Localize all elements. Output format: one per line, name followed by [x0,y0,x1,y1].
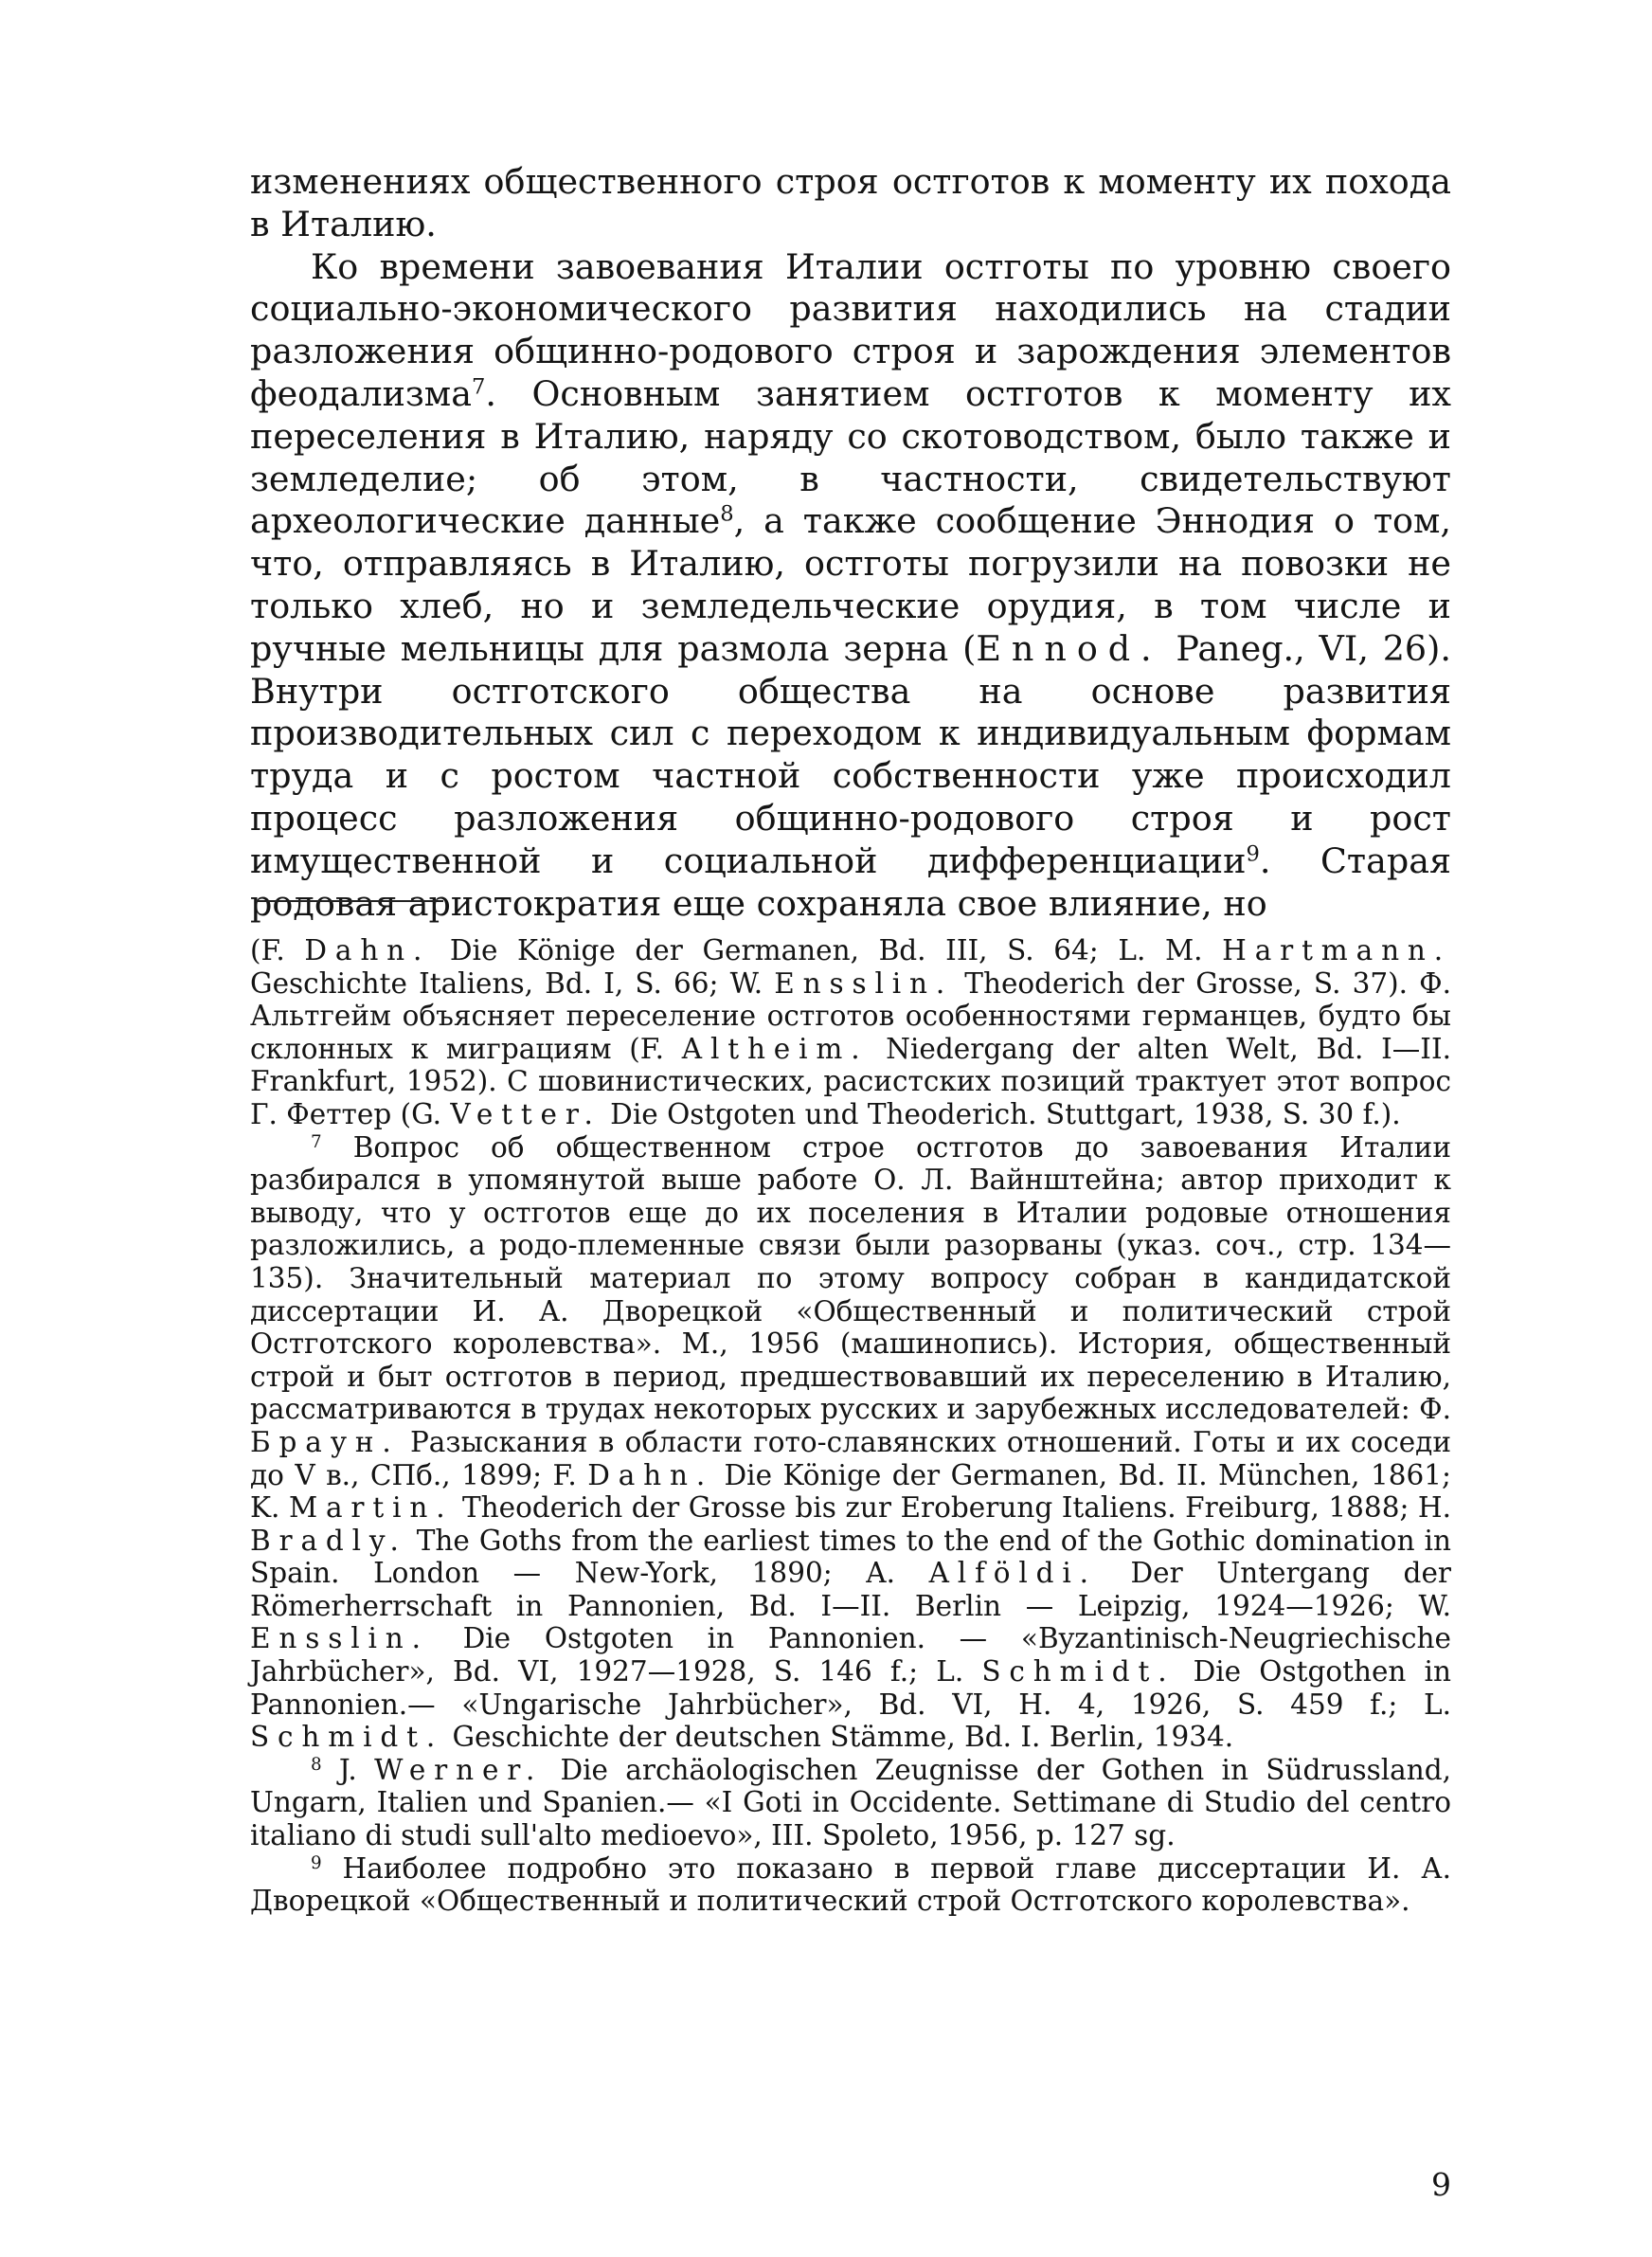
author-name: Alföldi. [928,1557,1097,1590]
text-run: Theoderich der Grosse bis zur Eroberung Italiens. Freiburg, 1888; H. [453,1491,1452,1525]
author-name: Werner. [374,1753,544,1786]
text-run: , а также сообщение Эннодия о том, что, отправляясь в Италию, остготы погрузили на повозки не только хлеб, но и земледельческие орудия, в том числе и ручные мельницы для размола зерна ( [250,500,1451,669]
footnote-continued [250,934,1451,1131]
author-name: Ensslin. [250,1622,429,1655]
author-name: Martin. [288,1491,454,1525]
footnote-number: 9 [311,1852,322,1873]
author-name: Schmidt. [250,1721,444,1754]
text-run: Der Untergang der Römerherrschaft in Pannonien, Bd. I—II. Berlin — Leipzig, 1924—1926; W. [250,1557,1452,1622]
footnote-number: 7 [311,1131,322,1152]
text-run: Die Ostgothen in Pannonien.— «Ungarische Jahrbücher», Bd. VI, H. 4, 1926, S. 459 f.; L. [250,1655,1451,1721]
author-name: Ennod. [976,627,1162,669]
text-run: . Основным занятием остготов к моменту их переселения в Италию, наряду со скотоводством, было также и земледелие; об этом, в частности, свидетельствуют археологические данные [250,372,1451,542]
text-run: Наиболее подробно это показано в первой главе диссертации И. А. Дворецкой «Общественный и политический строй Остготского королевства». [250,1851,1451,1918]
footnote-8 [250,1754,1451,1852]
author-name: Vetter. [450,1097,602,1130]
footnote-ref[interactable]: 8 [720,501,734,527]
text-run: Paneg., VI, 26). Внутри остготского общества на основе развития производительных сил с переходом к индивидуальным формам труда и с ростом частной собственности уже происходил процесс разложения общинно-родового строя и рост имущественной и социальной дифференциации [250,627,1451,881]
text-run: Die Könige der Germanen, Bd. II. München, 1861; K. [250,1458,1451,1525]
author-name: Dahn. [587,1458,714,1491]
author-name: Hartmann. [1222,934,1451,966]
text-run: Geschichte der deutschen Stämme, Bd. I. Berlin, 1934. [443,1721,1234,1754]
footnote-ref[interactable]: 7 [471,374,486,400]
footnote-7 [250,1131,1451,1754]
text-run: Theoderich der Grosse, S. 37). Ф. Альтгейм объясняет переселение остготов особенностями германцев, будто бы склонных к миграциям (F. [250,966,1451,1065]
author-name: Ensslin. [774,966,954,1000]
author-name: Altheim. [681,1032,869,1065]
text-run: Вопрос об общественном строе остготов до завоевания Италии разбирался в упомянутой выше работе О. Л. Вайнштейна; автор приходит к выводу, что у остготов еще до их поселения в Италии родовые отношения разложились, а родо-племенные связи были разорваны (указ. соч., стр. 134—135). Значительный материал по этому вопросу собран в кандидатской диссертации И. А. Дворецкой «Общественный и политический строй Остготского королевства». М., 1956 (машинопись). История, общественный строй и быт остготов в период, предшествовавший их переселению в Италию, рассматриваются в трудах некоторых русских и зарубежных исследователей: Ф. [250,1130,1451,1426]
author-name: Браун. [250,1425,400,1458]
text-run: Die Ostgoten und Theoderich. Stuttgart, 1938, S. 30 f.). [601,1097,1401,1130]
text-run: Разыскания в области гото-славянских отношений. Готы и их соседи до V в., СПб., 1899; F. [250,1425,1451,1491]
text-run: Ко времени завоевания Италии остготы по уровню своего социально-экономического развития находились на стадии разложения общинно-родового строя и зарождения элементов феодализма [250,245,1451,414]
paragraph [250,161,1451,246]
text-run: Geschichte Italiens, Bd. I, S. 66; W. [250,966,775,1000]
text-run: Niedergang der alten Welt, Bd. I—II. Frankfurt, 1952). С шовинистических, расистских позиций трактует этот вопрос Г. Феттер (G. [250,1032,1451,1130]
footnote-9 [250,1852,1451,1918]
text-run: изменениях общественного строя остготов к моменту их похода в Италию. [250,161,1451,244]
footnote-number: 8 [311,1754,322,1775]
author-name: Schmidt. [981,1655,1176,1688]
footnotes [250,934,1451,1918]
text-run: (F. [250,934,305,966]
text-run: Die Könige der Germanen, Bd. III, S. 64; L. M. [430,934,1223,966]
text-run: . Старая родовая аристократия еще сохраняла свое влияние, но [250,840,1451,924]
page-number: 9 [1431,2166,1451,2203]
text-run: Die Ostgoten in Pannonien. — «Byzantinisch-Neugriechische Jahrbücher», Bd. VI, 1927—1928, S. 146 f.; L. [250,1622,1451,1688]
text-run: J. [321,1753,375,1786]
author-name: Bradly. [250,1524,407,1557]
footnote-ref[interactable]: 9 [1246,841,1260,867]
main-text [250,161,1451,925]
paragraph [250,246,1451,926]
text-run: The Goths from the earliest times to the end of the Gothic domination in Spain. London — New-York, 1890; A. [250,1524,1451,1590]
footnote-divider [256,900,443,902]
text-run: Die archäologischen Zeugnisse der Gothen in Südrussland, Ungarn, Italien und Spanien.— «I Goti in Occidente. Settimane di Studio del centro italiano di studi sull'alto medioevo», III. Spoleto, 1956, p. 127 sg. [250,1753,1452,1852]
author-name: Dahn. [304,934,431,966]
